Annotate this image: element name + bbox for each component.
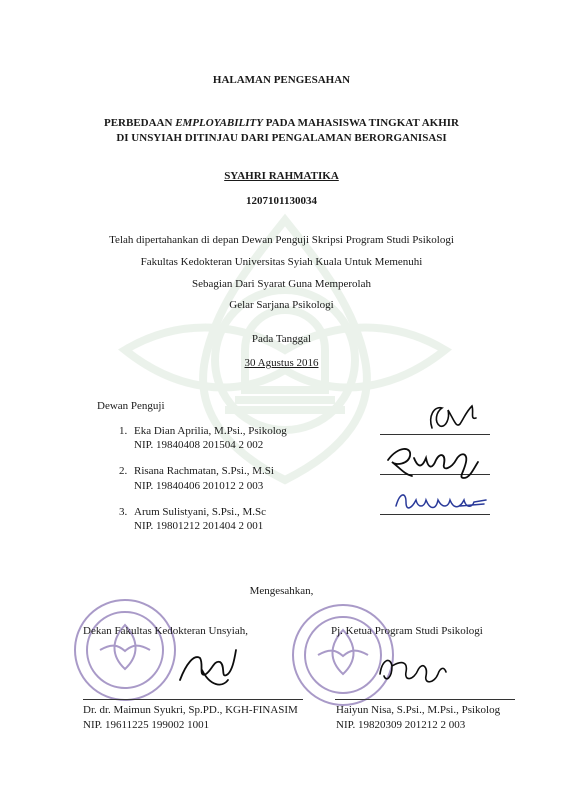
date-label: Pada Tanggal <box>251 333 312 345</box>
dean-nip: NIP. 19611225 199002 1001 <box>83 719 210 731</box>
member-number: 2. <box>119 465 128 477</box>
thesis-title-line-2: DI UNSYIAH DITINJAU DARI PENGALAMAN BERORGANISASI <box>116 132 447 144</box>
title-italic: EMPLOYABILITY <box>175 117 263 129</box>
statement-line-4: Gelar Sarjana Psikologi <box>229 299 334 311</box>
dean-name: Dr. dr. Maimun Syukri, Sp.PD., KGH-FINASIM <box>83 704 298 716</box>
member-number: 3. <box>119 506 128 518</box>
approval-label: Mengesahkan, <box>249 585 314 597</box>
member-number: 1. <box>119 425 128 437</box>
faculty-stamp <box>70 595 180 705</box>
signature-2 <box>378 438 488 482</box>
board-label: Dewan Penguji <box>97 400 165 412</box>
statement-line-2: Fakultas Kedokteran Universitas Syiah Kuala Untuk Memenuhi <box>140 256 423 268</box>
program-head-name: Haiyun Nisa, S.Psi., M.Psi., Psikolog <box>336 704 501 716</box>
statement-line-3: Sebagian Dari Syarat Guna Memperolah <box>192 278 371 290</box>
author-name: SYAHRI RAHMATIKA <box>224 170 339 182</box>
member-nip: NIP. 19840408 201504 2 002 <box>134 439 264 451</box>
dean-signature-line <box>83 699 303 700</box>
member-name: Risana Rachmatan, S.Psi., M.Si <box>134 465 274 477</box>
title-post: PADA MAHASISWA TINGKAT AKHIR <box>262 117 459 129</box>
dean-role: Dekan Fakultas Kedokteran Unsyiah, <box>83 625 248 637</box>
program-head-signature-line <box>335 699 515 700</box>
member-nip: NIP. 19840406 201012 2 003 <box>134 480 264 492</box>
member-nip: NIP. 19801212 201404 2 001 <box>134 520 264 532</box>
program-head-role: Pj. Ketua Program Studi Psikologi <box>331 625 483 637</box>
program-head-signature <box>372 650 452 694</box>
signature-1 <box>420 398 490 440</box>
statement-line-1: Telah dipertahankan di depan Dewan Penguji Skripsi Program Studi Psikologi <box>109 234 454 246</box>
signature-3 <box>390 486 490 518</box>
defense-date: 30 Agustus 2016 <box>244 357 319 369</box>
member-name: Arum Sulistyani, S.Psi., M.Sc <box>134 506 267 518</box>
dean-signature <box>172 640 242 690</box>
title-pre: PERBEDAAN <box>103 117 176 129</box>
member-name: Eka Dian Aprilia, M.Psi., Psikolog <box>134 425 287 437</box>
program-head-nip: NIP. 19820309 201212 2 003 <box>336 719 466 731</box>
thesis-title-line-1 <box>0 117 563 129</box>
page-heading: HALAMAN PENGESAHAN <box>212 74 351 86</box>
author-nim: 1207101130034 <box>246 195 317 207</box>
